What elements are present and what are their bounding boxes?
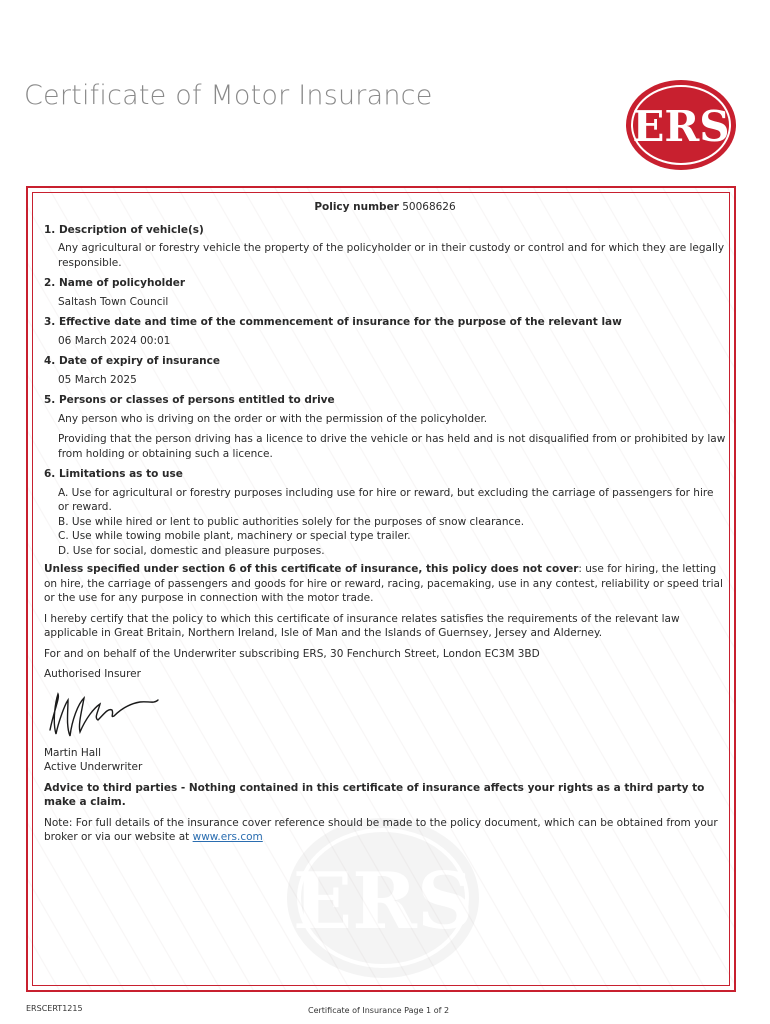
- advice-to-third-parties: Advice to third parties - Nothing contained in this certificate of insurance affects your rights as a third party to make a claim.: [44, 781, 705, 808]
- page-indicator: Certificate of Insurance Page 1 of 2: [308, 1006, 450, 1015]
- exclusions-text: : use for hiring, the letting on hire, the carriage of passengers and goods for hire or reward, racing, pacemaking, use in any contest, reliability or speed trial or the use for any purpose in connection with the motor trade.: [44, 563, 723, 604]
- limitation-item: A. Use for agricultural or forestry purposes including use for hire or reward, but excluding the carriage of passengers for hire or reward.: [58, 486, 714, 513]
- note-text: Note: For full details of the insurance cover reference should be made to the policy document, which can be obtained from your broker or via our website at: [44, 816, 718, 843]
- policy-number-row: [44, 200, 726, 215]
- signatory-role: Active Underwriter: [44, 761, 143, 773]
- behalf-paragraph: For and on behalf of the Underwriter subscribing ERS, 30 Fenchurch Street, London EC3M 3BD: [44, 647, 540, 660]
- certificate-content: [44, 200, 726, 851]
- signatory-name: Martin Hall: [44, 746, 102, 759]
- signature: [44, 690, 164, 740]
- exclusions-bold: Unless specified under section 6 of this certificate of insurance, this policy does not cover: [44, 563, 579, 575]
- section-3-heading: 3. Effective date and time of the commencement of insurance for the purpose of the relevant law: [44, 316, 622, 328]
- limitation-item: C. Use while towing mobile plant, machinery or special type trailer.: [58, 530, 411, 542]
- document-code: ERSCERT1215: [26, 1004, 83, 1013]
- note-paragraph: [44, 816, 726, 845]
- expiry-date: 05 March 2025: [58, 373, 137, 386]
- limitations-list: [58, 486, 726, 559]
- watermark-text: ERS: [292, 856, 474, 947]
- certificate-frame: [26, 186, 736, 992]
- policy-number-label: Policy number: [314, 201, 399, 213]
- section-5-heading: 5. Persons or classes of persons entitled to drive: [44, 394, 335, 406]
- limitation-item: B. Use while hired or lent to public authorities solely for the purposes of snow clearance.: [58, 515, 525, 528]
- document-title: Certificate of Motor Insurance: [24, 80, 433, 111]
- exclusions-paragraph: [44, 562, 726, 606]
- effective-date: 06 March 2024 00:01: [58, 334, 171, 347]
- section-4-heading: 4. Date of expiry of insurance: [44, 355, 220, 367]
- limitation-item: D. Use for social, domestic and pleasure purposes.: [58, 544, 325, 557]
- section-1-text: Any agricultural or forestry vehicle the property of the policyholder or in their custody or control and for which they are legally responsible.: [58, 242, 725, 269]
- policyholder-name: Saltash Town Council: [58, 295, 169, 308]
- ers-logo: [624, 78, 738, 172]
- section-6-heading: 6. Limitations as to use: [44, 468, 183, 480]
- website-link[interactable]: www.ers.com: [192, 831, 263, 843]
- policy-number: 50068626: [402, 201, 456, 213]
- section-5-text-2: Providing that the person driving has a licence to drive the vehicle or has held and is not disqualified from or prohibited by law from holding or obtaining such a licence.: [58, 433, 726, 460]
- section-2-heading: 2. Name of policyholder: [44, 277, 186, 289]
- section-5-text: Any person who is driving on the order or with the permission of the policyholder.: [58, 412, 488, 425]
- certify-paragraph: I hereby certify that the policy to which this certificate of insurance relates satisfies the requirements of the relevant law applicable in Great Britain, Northern Ireland, Isle of Man and the Islands of Guernsey, Jersey and Alderney.: [44, 612, 680, 639]
- logo-text: ERS: [632, 102, 730, 151]
- section-1-heading: 1. Description of vehicle(s): [44, 223, 204, 236]
- authorised-insurer-label: Authorised Insurer: [44, 668, 141, 680]
